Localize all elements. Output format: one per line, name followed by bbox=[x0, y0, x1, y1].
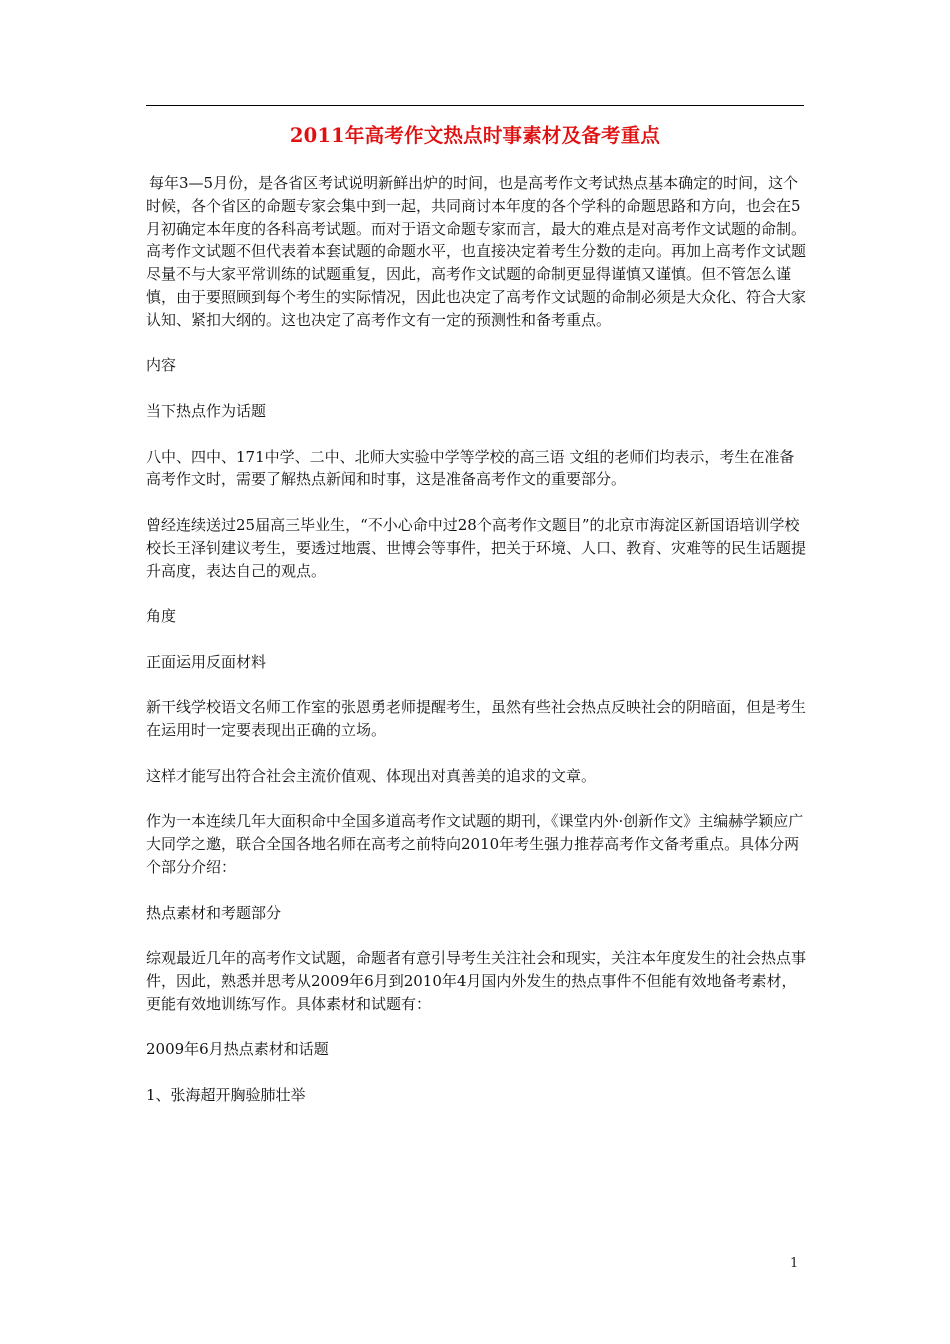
section-heading-angle: 角度 bbox=[146, 607, 177, 626]
section-heading-content: 内容 bbox=[146, 356, 177, 375]
section-heading-materials: 热点素材和考题部分 bbox=[146, 903, 282, 922]
intro-paragraph: 每年3—5月份，是各省区考试说明新鲜出炉的时间，也是高考作文考试热点基本确定的时间，这个时候，各个省区的命题专家会集中到一起，共同商讨本年度的各个学科的命题思路和方向，也会在5月初确定本年度的各科高考试题。而对于语文命题专家而言，最大的难点是对高考作文试题的命制。高考作文试题不但代表着本套试题的命题水平，也直接决定着考生分数的走向。再加上高考作文试题尽量不与大家平常训练的试题重复，因此，高考作文试题的命制更显得谨慎又谨慎。但不管怎么谨慎，由于要照顾到每个考生的实际情况，因此也决定了高考作文试题的命制必须是大众化、符合大家认知、紧扣大纲的。这也决定了高考作文有一定的预测性和备考重点。 bbox=[146, 174, 807, 329]
subheading-june-2009: 2009年6月热点素材和话题 bbox=[146, 1040, 329, 1059]
header-rule bbox=[146, 105, 804, 106]
paragraph-journal: 作为一本连续几年大面积命中全国多道高考作文试题的期刊，《课堂内外·创新作文》主编赫学颖应广大同学之邀，联合全国各地名师在高考之前特向2010年考生强力推荐高考作文备考重点。具体分两个部分介绍： bbox=[146, 812, 804, 876]
subheading-positive-use: 正面运用反面材料 bbox=[146, 652, 267, 671]
list-item-1: 1、张海超开胸验肺壮举 bbox=[146, 1085, 306, 1104]
page-number: 1 bbox=[790, 1256, 799, 1271]
paragraph-teachers: 八中、四中、171中学、二中、北师大实验中学等学校的高三语 文组的老师们均表示，考生在准备高考作文时，需要了解热点新闻和时事，这是准备高考作文的重要部分。 bbox=[146, 447, 795, 489]
document-body bbox=[146, 172, 808, 1107]
document-title: 2011年高考作文热点时事素材及备考重点 bbox=[289, 124, 661, 147]
paragraph-overview: 综观最近几年的高考作文试题，命题者有意引导考生关注社会和现实，关注本年度发生的社会热点事件，因此，熟悉并思考从2009年6月到2010年4月国内外发生的热点事件不但能有效地备考素材，更能有效地训练写作。具体素材和试题有： bbox=[146, 949, 807, 1013]
paragraph-values: 这样才能写出符合社会主流价值观、体现出对真善美的追求的文章。 bbox=[146, 766, 597, 785]
subheading-hot-topics: 当下热点作为话题 bbox=[146, 401, 267, 420]
paragraph-teacher-reminder: 新干线学校语文名师工作室的张恩勇老师提醒考生，虽然有些社会热点反映社会的阴暗面，但是考生在运用时一定要表现出正确的立场。 bbox=[146, 698, 807, 740]
paragraph-principal-advice: 曾经连续送过25届高三毕业生，“不小心命中过28个高考作文题目”的北京市海淀区新国语培训学校校长王泽钊建议考生，要透过地震、世博会等事件，把关于环境、人口、教育、灾难等的民生话题提升高度，表达自己的观点。 bbox=[146, 515, 807, 580]
